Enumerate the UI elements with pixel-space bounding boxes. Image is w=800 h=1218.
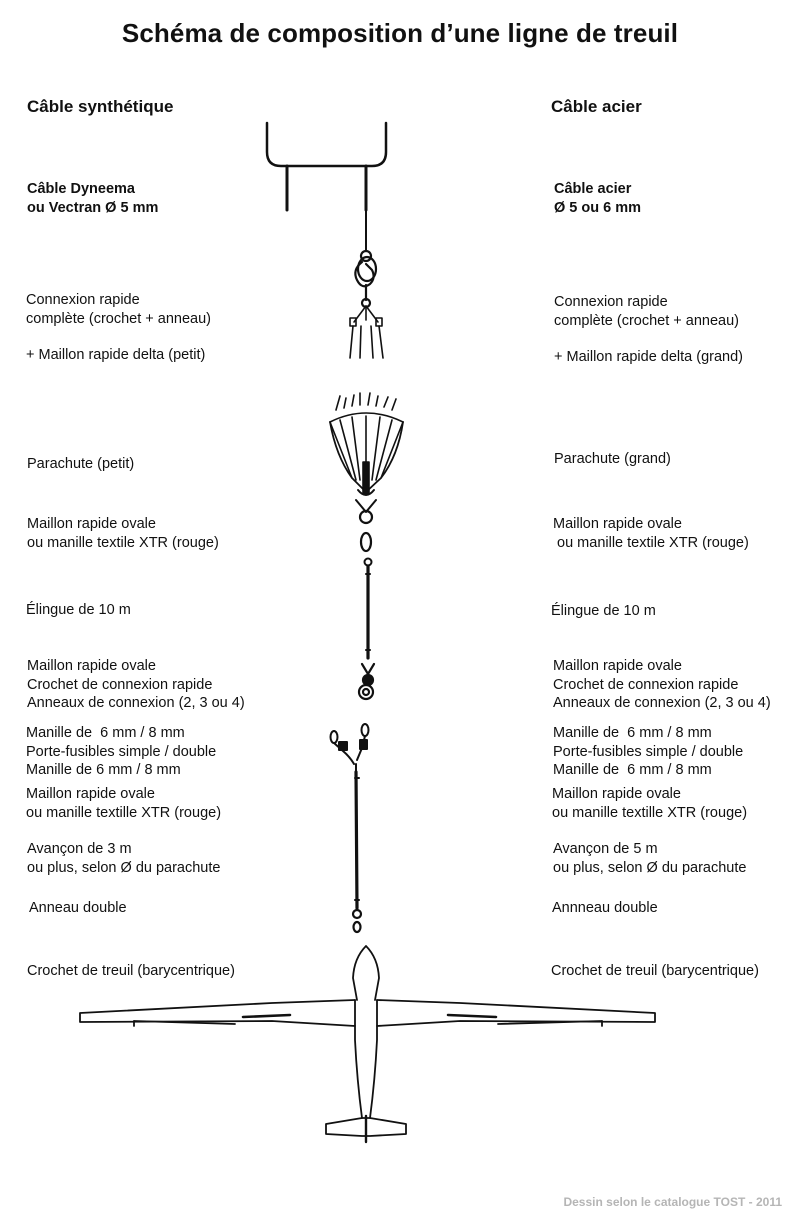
double-ring: [353, 910, 361, 932]
right-label-cable: Câble acier Ø 5 ou 6 mm: [554, 181, 642, 216]
right-label-connectors: Maillon rapide ovale Crochet de connexion rapide Anneaux de connexion (2, 3 ou 4): [553, 658, 771, 711]
left-label-connectors: Maillon rapide ovale Crochet de connexion rapide Anneaux de connexion (2, 3 ou 4): [27, 658, 245, 711]
left-label-cable: Câble Dyneema ou Vectran Ø 5 mm: [27, 181, 159, 216]
right-label-oval-link-2: Maillon rapide ovale ou manille textille XTR (rouge): [552, 786, 748, 821]
right-label-leader: Avançon de 5 m ou plus, selon Ø du parachute: [553, 841, 747, 876]
delta-link: [350, 306, 383, 358]
right-label-parachute: Parachute (grand): [554, 451, 671, 467]
right-label-double-ring: Annneau double: [552, 900, 658, 916]
right-label-shackles: Manille de 6 mm / 8 mm Porte-fusibles simple / double Manille de 6 mm / 8 mm: [553, 725, 744, 778]
right-label-sling: Élingue de 10 m: [551, 603, 656, 619]
left-label-leader: Avançon de 3 m ou plus, selon Ø du parachute: [27, 841, 221, 876]
right-label-delta-link: + Maillon rapide delta (grand): [554, 349, 744, 365]
left-label-delta-link: + Maillon rapide delta (petit): [26, 347, 206, 363]
right-column-heading: Câble acier: [551, 97, 642, 116]
right-label-winch-hook: Crochet de treuil (barycentrique): [551, 963, 759, 979]
left-label-double-ring: Anneau double: [29, 900, 127, 916]
left-label-parachute: Parachute (petit): [27, 456, 135, 472]
parachute: [330, 393, 403, 523]
leader-rope: [355, 772, 359, 908]
connection-hook: [359, 664, 374, 699]
sling-10m: [365, 559, 372, 659]
winch-cable-guide: [267, 123, 386, 210]
left-label-quick-connect: Connexion rapide complète (crochet + anneau): [26, 292, 211, 327]
right-label-oval-link: Maillon rapide ovale ou manille textile XTR (rouge): [553, 516, 749, 551]
left-label-winch-hook: Crochet de treuil (barycentrique): [27, 963, 235, 979]
weak-link-holder: [331, 724, 369, 772]
diagram-title: Schéma de composition d’une ligne de treuil: [121, 18, 679, 48]
left-label-oval-link: Maillon rapide ovale ou manille textile XTR (rouge): [27, 516, 219, 551]
credit-footer: Dessin selon le catalogue TOST - 2011: [563, 1195, 782, 1209]
left-label-sling: Élingue de 10 m: [26, 602, 131, 618]
glider: [80, 946, 655, 1142]
left-label-shackles: Manille de 6 mm / 8 mm Porte-fusibles simple / double Manille de 6 mm / 8 mm: [26, 725, 217, 778]
left-column-heading: Câble synthétique: [27, 97, 174, 116]
right-label-quick-connect: Connexion rapide complète (crochet + anneau): [554, 294, 739, 329]
quick-connect-hook: [355, 251, 376, 307]
oval-link: [361, 533, 371, 551]
left-label-oval-link-2: Maillon rapide ovale ou manille textille XTR (rouge): [26, 786, 222, 821]
